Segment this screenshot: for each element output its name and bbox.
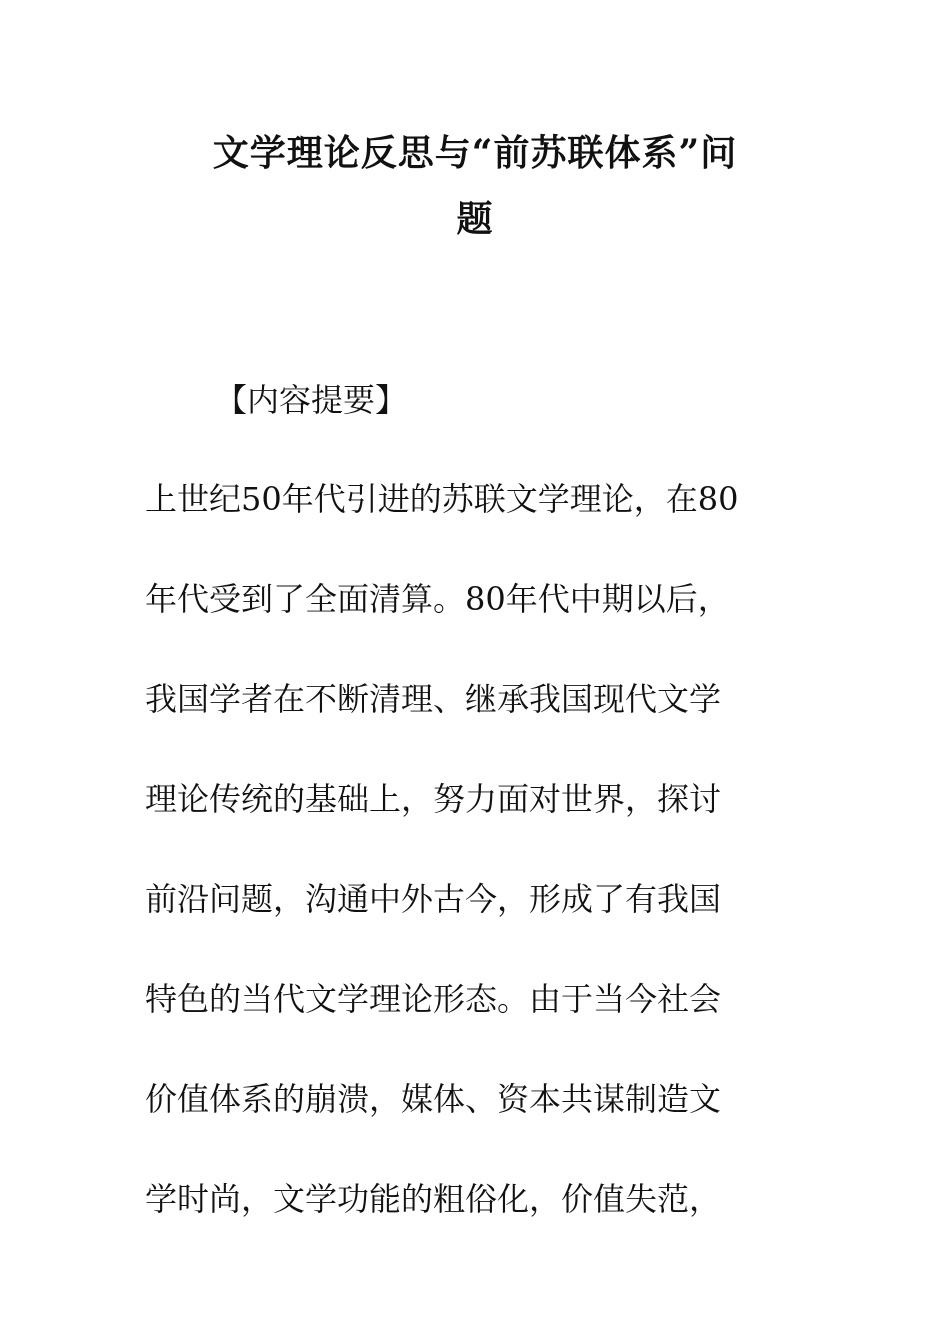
title-line: 文学理论反思与“前苏联体系”问 [212, 132, 738, 174]
body-line: 价值体系的崩溃，媒体、资本共谋制造文 [145, 1080, 722, 1118]
body-line: 上世纪50年代引进的苏联文学理论，在80 [145, 480, 739, 518]
abstract-body [145, 468, 825, 1268]
page-title [140, 120, 810, 252]
body-line: 我国学者在不断清理、继承我国现代文学 [145, 680, 722, 718]
body-line: 学时尚，文学功能的粗俗化，价值失范， [145, 1180, 722, 1218]
body-line: 前沿问题，沟通中外古今，形成了有我国 [145, 880, 722, 918]
body-line: 理论传统的基础上，努力面对世界，探讨 [145, 780, 722, 818]
body-line: 年代受到了全面清算。80年代中期以后， [145, 580, 730, 618]
abstract-heading: 【内容提要】 [215, 381, 408, 419]
body-line: 特色的当代文学理论形态。由于当今社会 [145, 980, 722, 1018]
title-line: 题 [456, 198, 494, 240]
